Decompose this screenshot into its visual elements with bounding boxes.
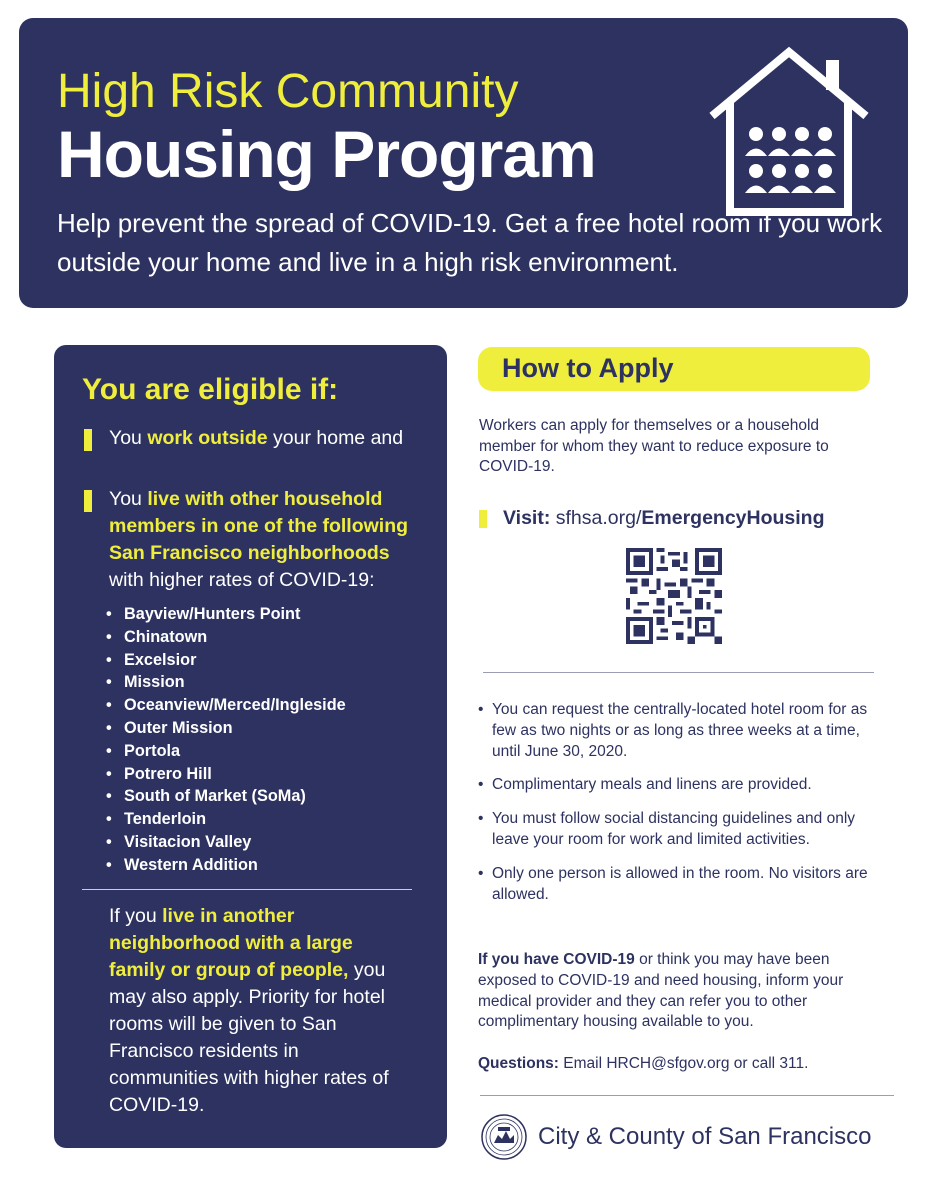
detail-item: • Only one person is allowed in the room. No visitors are allowed.: [478, 864, 874, 906]
yellow-marker: [84, 429, 92, 451]
city-county-name: City & County of San Francisco: [538, 1123, 872, 1150]
eligibility-panel: [54, 345, 447, 1148]
apply-intro: Workers can apply for themselves or a household member for whom they want to reduce exposure to COVID-19.: [479, 417, 829, 475]
header-banner: [19, 18, 908, 308]
neighborhood-list: [106, 603, 346, 877]
detail-item: • You can request the centrally-located hotel room for as few as two nights or as long as three weeks at a time, until June 30, 2020.: [478, 700, 874, 762]
detail-item: • Complimentary meals and linens are provided.: [478, 775, 874, 796]
eligibility-title: You are eligible if:: [82, 373, 339, 406]
city-seal-icon: [480, 1113, 528, 1161]
neighborhood-item: • Excelsior: [106, 649, 346, 672]
house-with-people-icon: [704, 46, 874, 216]
neighborhood-item: • Bayview/Hunters Point: [106, 603, 346, 626]
header-subtitle: Help prevent the spread of COVID-19. Get a free hotel room if you work outside your home and live in a high risk environment.: [57, 208, 883, 277]
neighborhood-item: • Outer Mission: [106, 717, 346, 740]
neighborhood-item: • Chinatown: [106, 626, 346, 649]
program-details-list: [478, 700, 874, 918]
other-neighborhood-note: If you live in another neighborhood with a large family or group of people, you may also apply. Priority for hotel rooms will be given to San Francisco residents in communities with higher rates of COVID-19.: [109, 905, 389, 1116]
eligibility-condition-work: You work outside your home and: [109, 425, 429, 452]
neighborhood-item: • Tenderloin: [106, 808, 346, 831]
divider: [483, 672, 874, 673]
yellow-marker: [84, 490, 92, 512]
neighborhood-item: • Potrero Hill: [106, 763, 346, 786]
title-line-1: High Risk Community: [57, 65, 519, 118]
divider: [82, 889, 412, 890]
qr-code-icon[interactable]: [626, 548, 722, 644]
eligibility-condition-household: You live with other household members in one of the following San Francisco neighborhoods with higher rates of COVID-19:: [109, 486, 429, 594]
neighborhood-item: • Western Addition: [106, 854, 346, 877]
neighborhood-item: • Visitacion Valley: [106, 831, 346, 854]
how-to-apply-heading: How to Apply: [478, 347, 870, 391]
neighborhood-item: • South of Market (SoMa): [106, 785, 346, 808]
divider: [480, 1095, 894, 1096]
visit-link[interactable]: Visit: sfhsa.org/EmergencyHousing: [503, 507, 825, 530]
neighborhood-item: • Oceanview/Merced/Ingleside: [106, 694, 346, 717]
covid-note: If you have COVID-19 or think you may have been exposed to COVID-19 and need housing, inform your medical provider and they can refer you to other complimentary housing available to you.: [478, 951, 844, 1031]
title-line-2: Housing Program: [57, 117, 596, 191]
neighborhood-item: • Mission: [106, 671, 346, 694]
questions-contact: Questions: Email HRCH@sfgov.org or call 311.: [478, 1055, 809, 1072]
neighborhood-item: • Portola: [106, 740, 346, 763]
detail-item: • You must follow social distancing guidelines and only leave your room for work and limited activities.: [478, 809, 874, 851]
yellow-marker: [479, 510, 487, 528]
